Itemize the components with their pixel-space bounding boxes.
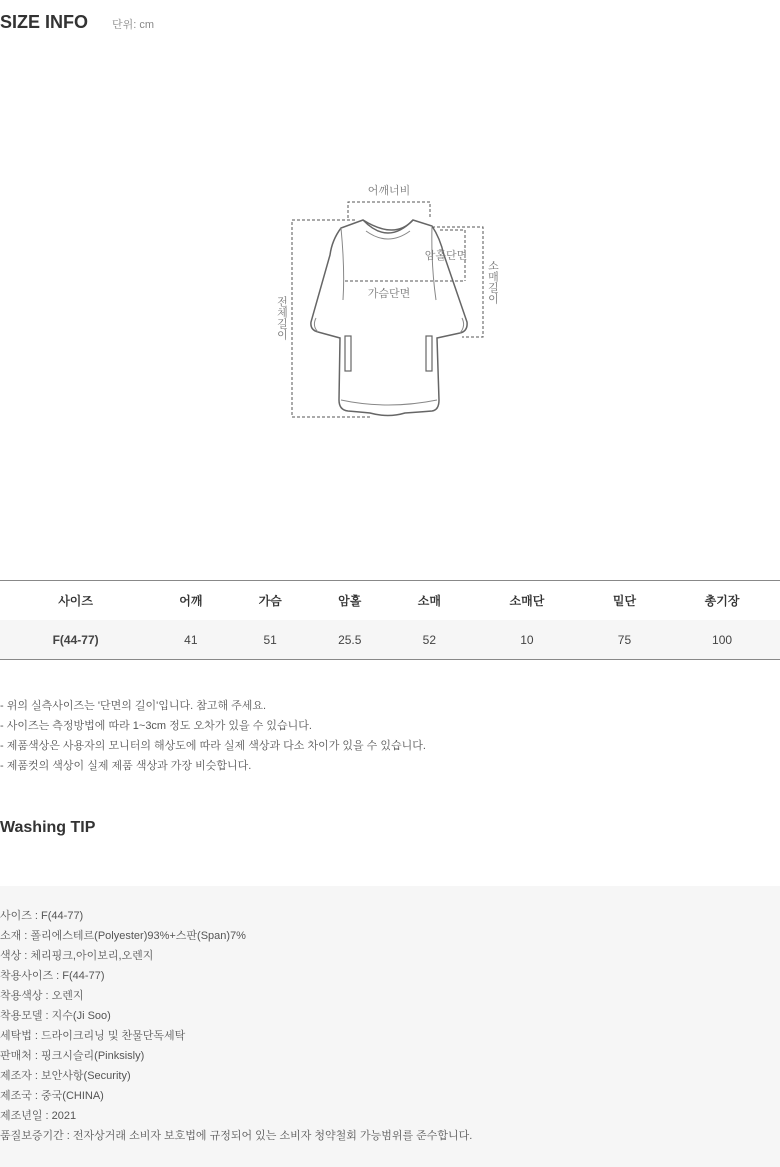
sleeve-label: 소매길이 xyxy=(486,260,500,304)
info-worn-size: 착용사이즈 : F(44-77) xyxy=(0,970,105,982)
size-table xyxy=(0,580,780,660)
header-chest: 가슴 xyxy=(231,581,310,621)
table-row xyxy=(0,620,780,660)
shoulder-label: 어깨너비 xyxy=(367,184,411,197)
header-sleeve: 소매 xyxy=(390,581,469,621)
header-armhole: 암홀 xyxy=(310,581,390,621)
shoulder-guide xyxy=(348,202,430,218)
note-item: - 제품색상은 사용자의 모니터의 해상도에 따라 실제 색상과 다소 차이가 있을 수 있습니다. xyxy=(0,740,426,752)
info-year: 제조년일 : 2021 xyxy=(0,1110,77,1122)
header-shoulder: 어깨 xyxy=(151,581,230,621)
info-country: 제조국 : 중국(CHINA) xyxy=(0,1090,104,1102)
left-pocket xyxy=(345,336,351,371)
header-total-length: 총기장 xyxy=(664,581,780,621)
cell-cuff: 10 xyxy=(469,620,585,660)
info-washing: 세탁법 : 드라이크리닝 및 찬물단독세탁 xyxy=(0,1030,186,1042)
info-size: 사이즈 : F(44-77) xyxy=(0,910,84,922)
info-material: 소재 : 폴리에스테르(Polyester)93%+스판(Span)7% xyxy=(0,930,246,942)
armhole-label: 암홀단면 xyxy=(424,249,468,262)
chest-label: 가슴단면 xyxy=(367,287,411,300)
cell-size: F(44-77) xyxy=(0,620,151,660)
size-table-header xyxy=(0,581,780,621)
washing-tip-title: Washing TIP xyxy=(0,819,96,836)
garment-size-diagram xyxy=(0,170,780,430)
size-notes xyxy=(0,696,426,776)
header-size: 사이즈 xyxy=(0,581,151,621)
note-item: - 위의 실측사이즈는 '단면의 길이'입니다. 참고해 주세요. xyxy=(0,700,267,712)
product-info-list xyxy=(0,886,780,1146)
info-model: 착용모델 : 지수(Ji Soo) xyxy=(0,1010,111,1022)
note-item: - 사이즈는 측정방법에 따라 1~3cm 정도 오차가 있을 수 있습니다. xyxy=(0,720,312,732)
product-info-panel xyxy=(0,886,780,1167)
unit-label: 단위: cm xyxy=(112,19,155,31)
cell-hem: 75 xyxy=(585,620,664,660)
cell-armhole: 25.5 xyxy=(310,620,390,660)
cell-chest: 51 xyxy=(231,620,310,660)
cell-shoulder: 41 xyxy=(151,620,230,660)
size-info-header xyxy=(0,12,154,33)
info-seller: 판매처 : 핑크시슬리(Pinksisly) xyxy=(0,1050,145,1062)
cell-total-length: 100 xyxy=(664,620,780,660)
cell-sleeve: 52 xyxy=(390,620,469,660)
info-manufacturer: 제조자 : 보안사항(Security) xyxy=(0,1070,131,1082)
total-length-label: 전체길이 xyxy=(275,296,289,340)
note-item: - 제품컷의 색상이 실제 제품 색상과 가장 비슷합니다. xyxy=(0,760,252,772)
header-cuff: 소매단 xyxy=(469,581,585,621)
info-worn-color: 착용색상 : 오렌지 xyxy=(0,990,84,1002)
info-color: 색상 : 체리핑크,아이보리,오렌지 xyxy=(0,950,154,962)
size-info-title: SIZE INFO xyxy=(0,12,89,32)
info-warranty: 품질보증기간 : 전자상거래 소비자 보호법에 규정되어 있는 소비자 청약철회 가능범위를 준수합니다. xyxy=(0,1130,473,1142)
header-hem: 밑단 xyxy=(585,581,664,621)
right-pocket xyxy=(426,336,432,371)
